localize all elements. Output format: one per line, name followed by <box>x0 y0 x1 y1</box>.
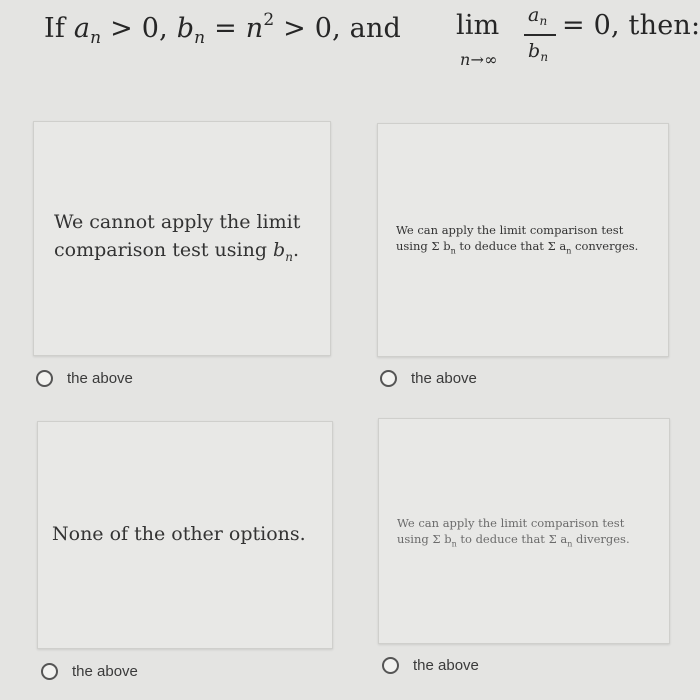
question-text <box>44 4 700 84</box>
question-gt0-b: > 0, and <box>274 13 402 44</box>
limit-expression <box>420 4 560 84</box>
option-4-text <box>397 515 665 552</box>
option-2-line-1: We can apply the limit comparison test <box>396 223 624 237</box>
option-3-radio-row[interactable] <box>41 663 138 680</box>
var-a: a <box>73 13 91 44</box>
fraction-denominator: $b_n$ <box>528 40 549 64</box>
fraction-numerator: $a_n$ <box>528 4 548 28</box>
question-if: If <box>44 13 66 44</box>
option-1-radio[interactable] <box>36 370 53 387</box>
option-card-4[interactable] <box>378 418 670 644</box>
lim-word: lim <box>456 10 500 41</box>
question-conditions <box>44 10 401 48</box>
option-1-radio-row[interactable] <box>36 370 133 387</box>
option-2-radio[interactable] <box>380 370 397 387</box>
option-1-line-2: comparison test using $b_n$. <box>54 239 299 264</box>
var-b: b <box>176 13 195 44</box>
sub-n: n <box>194 28 206 48</box>
option-card-1[interactable] <box>33 121 331 356</box>
option-3-text: None of the other options. <box>52 523 306 545</box>
fraction-bar <box>524 34 556 36</box>
option-1-line-1: We cannot apply the limit <box>54 211 301 233</box>
option-card-3[interactable] <box>37 421 333 649</box>
question-suffix: = 0, then: <box>562 10 700 41</box>
question-equals: = <box>205 13 246 44</box>
sub-n: n <box>90 28 102 48</box>
option-2-radio-label: the above <box>411 370 477 387</box>
exponent: 2 <box>263 10 275 30</box>
option-4-radio-label: the above <box>413 657 479 674</box>
option-2-text <box>396 222 664 259</box>
option-3-radio[interactable] <box>41 663 58 680</box>
option-4-radio[interactable] <box>382 657 399 674</box>
option-4-line-2: using Σ $b_n$ to deduce that Σ $a_n$ diverges. <box>397 532 630 549</box>
question-gt0-a: > 0, <box>101 13 168 44</box>
lim-subscript: n→∞ <box>460 50 498 69</box>
option-2-radio-row[interactable] <box>380 370 477 387</box>
option-1-text <box>54 208 324 271</box>
option-1-radio-label: the above <box>67 370 133 387</box>
var-n: n <box>245 13 264 44</box>
option-3-radio-label: the above <box>72 663 138 680</box>
option-2-line-2: using Σ $b_n$ to deduce that Σ $a_n$ converges. <box>396 239 639 256</box>
option-4-line-1: We can apply the limit comparison test <box>397 516 625 530</box>
option-card-2[interactable] <box>377 123 669 357</box>
option-4-radio-row[interactable] <box>382 657 479 674</box>
